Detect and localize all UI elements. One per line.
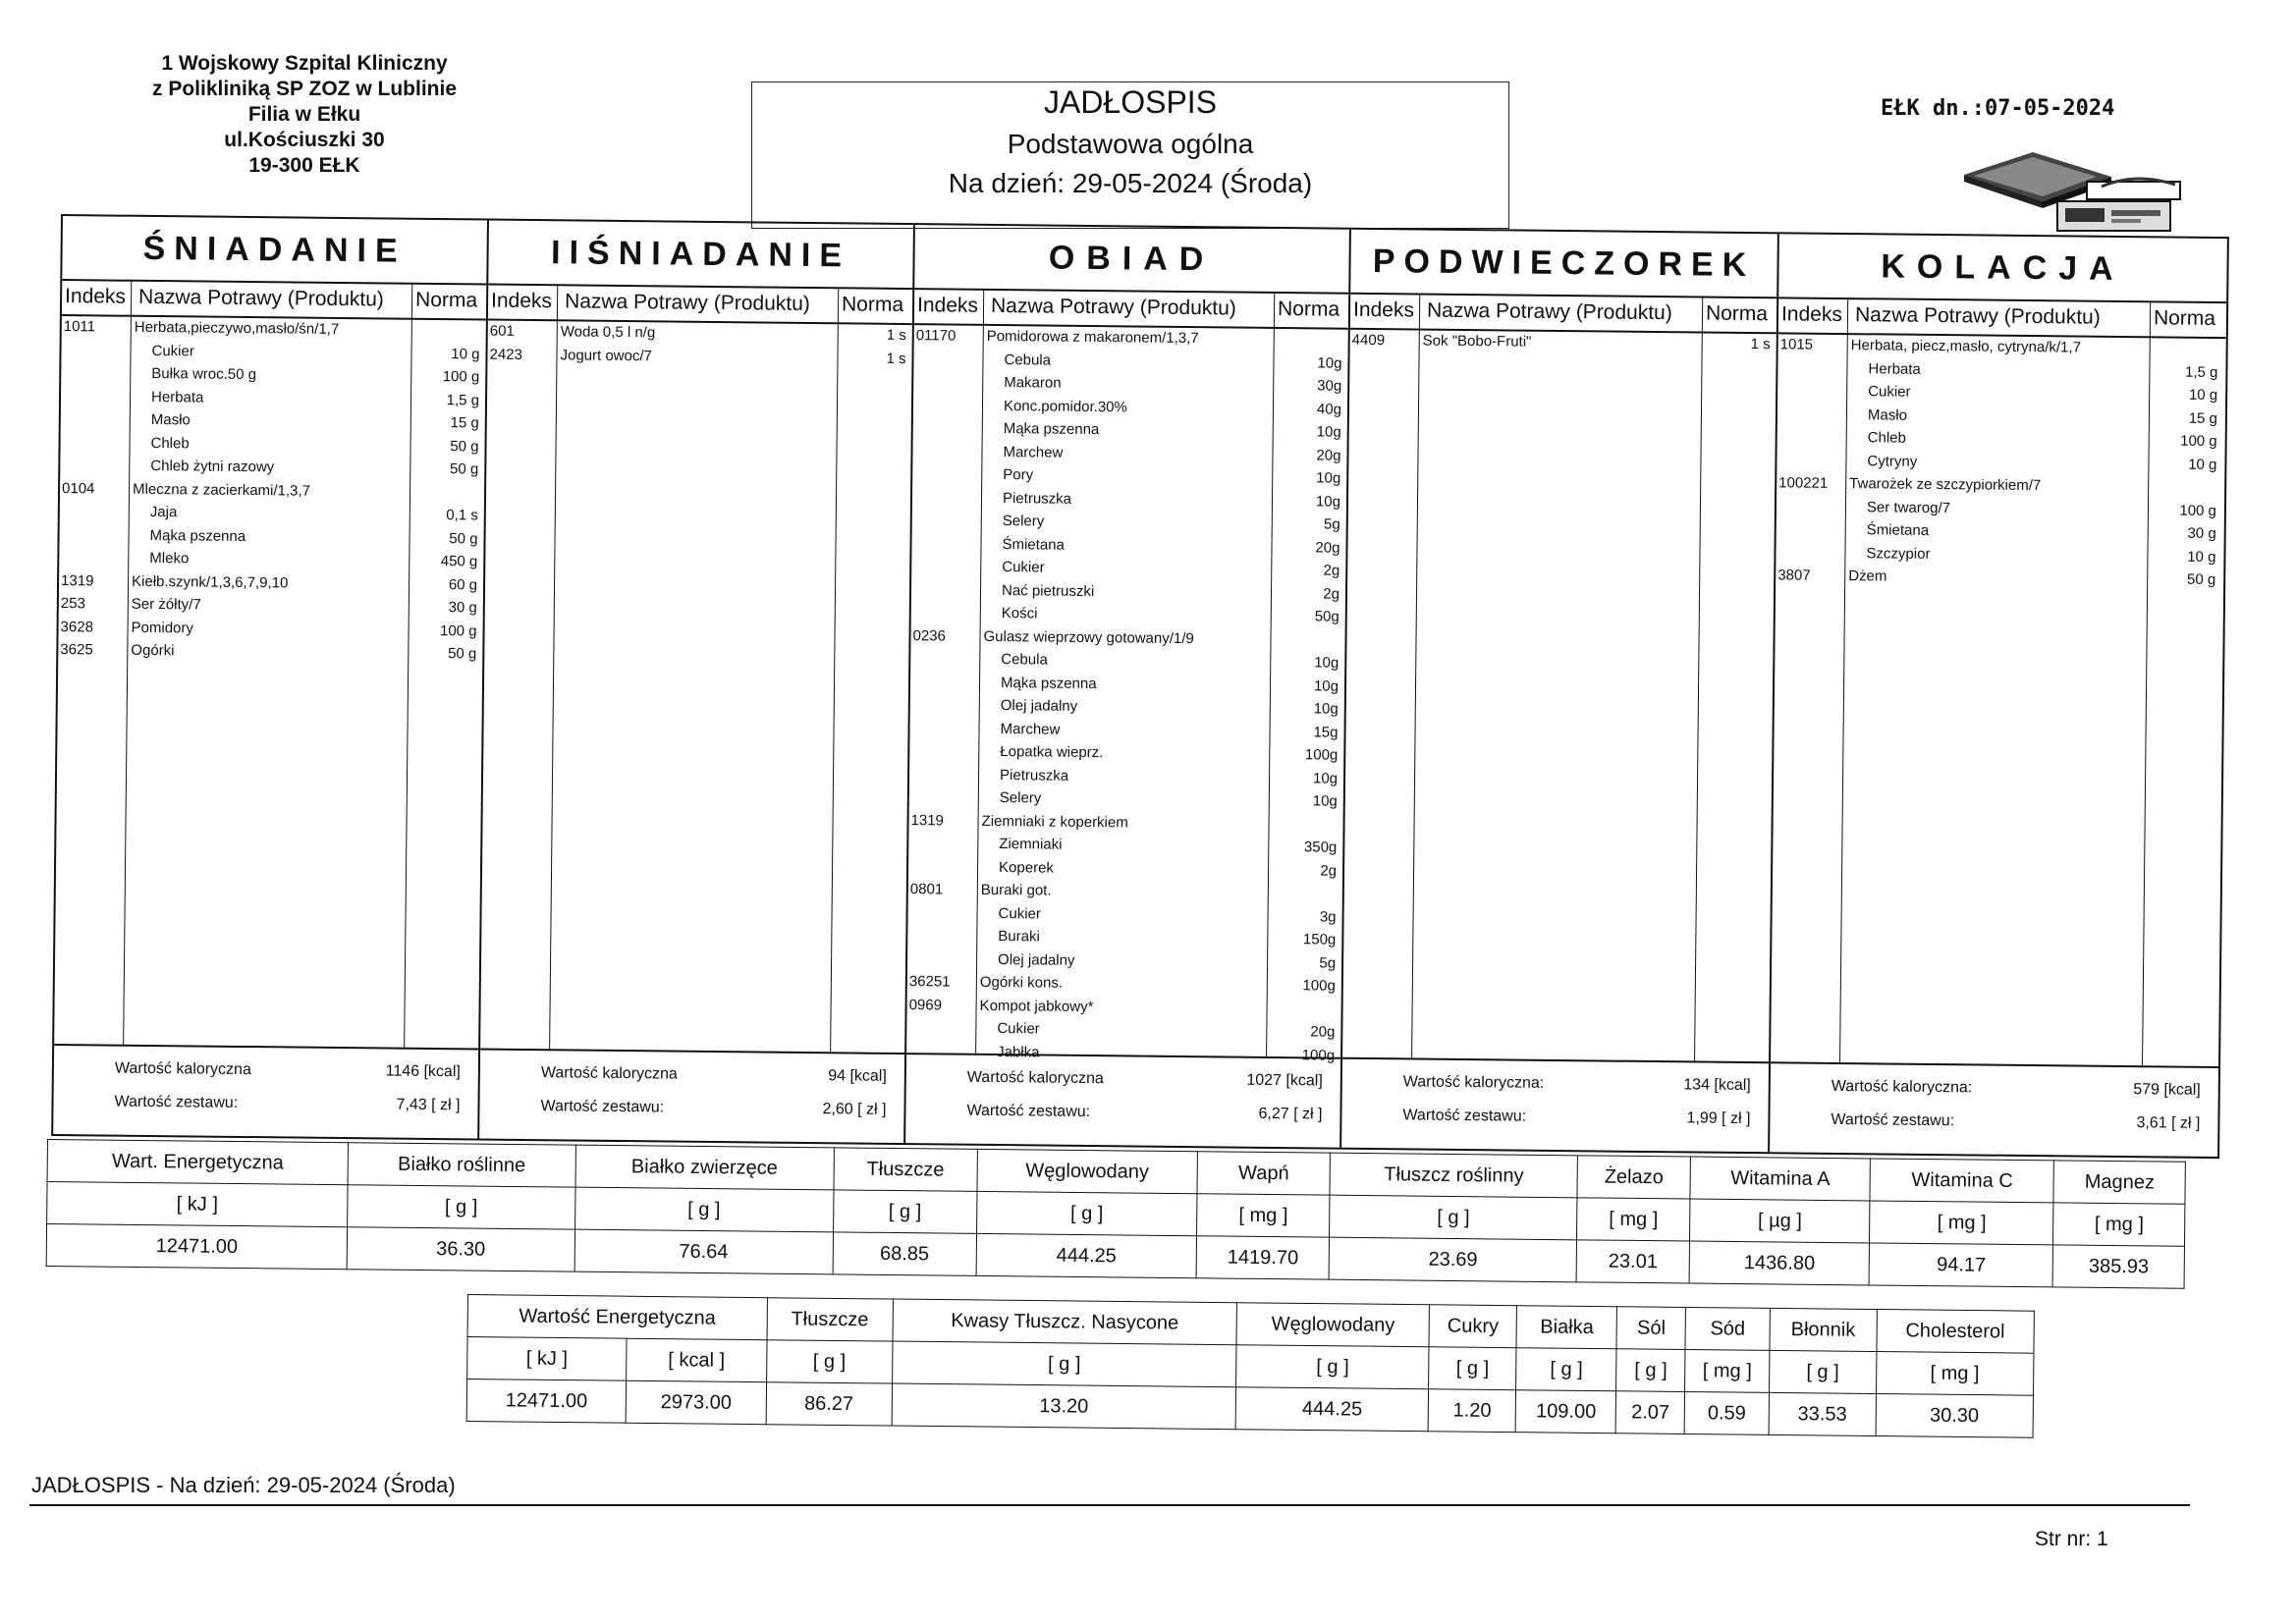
item-norm: 10g: [1312, 792, 1338, 810]
nutrient-value: 1419.70: [1196, 1236, 1330, 1279]
item-name: Ser twarog/7: [1866, 498, 1951, 516]
item-norm: 50 g: [450, 437, 479, 455]
issue-date: EŁK dn.:07-05-2024: [1881, 96, 2115, 121]
nutrient-header: Witamina A: [1690, 1157, 1871, 1201]
item-norm: [2148, 478, 2216, 479]
page-number: Str nr: 1: [2035, 1528, 2108, 1550]
item-norm: 10g: [1315, 492, 1341, 511]
item-name: Pietruszka: [999, 766, 1069, 784]
meal-column-obiad: [905, 225, 1351, 1148]
item-name: Nać pietruszki: [1001, 581, 1095, 600]
diet-name: Podstawowa ogólna: [1007, 129, 1254, 159]
meal-summary: [1341, 1057, 1769, 1153]
calorie-value: 134 [kcal]: [1683, 1076, 1751, 1095]
meal-title: ŚNIADANIE: [62, 216, 487, 286]
nutrient-value: 444.25: [976, 1233, 1197, 1277]
cost-value: 6,27 [ zł ]: [1258, 1105, 1323, 1123]
nutrient-unit: [ g ]: [976, 1191, 1197, 1235]
item-index: 1319: [61, 571, 94, 589]
nutrient-header: Węglowodany: [977, 1149, 1198, 1193]
meal-items: [906, 327, 1348, 1070]
nutrient-header: Magnez: [2053, 1161, 2185, 1204]
nutrient-value: 36.30: [347, 1227, 574, 1271]
item-norm: 150g: [1302, 931, 1337, 948]
item-index: 2423: [489, 346, 522, 363]
hospital-street: ul.Kościuszki 30: [224, 129, 385, 151]
header-index: Indeks: [65, 285, 127, 308]
nutrient-unit: [ mg ]: [1876, 1352, 2034, 1396]
item-norm: 60 g: [448, 575, 478, 593]
item-name: Masło: [1867, 406, 1908, 424]
meal-items: [1776, 336, 2226, 594]
nutrient-value: 23.01: [1576, 1240, 1689, 1283]
item-norm: 1 s: [1750, 336, 1771, 353]
nutrient-header: Tłuszcze: [767, 1298, 893, 1341]
nutrient-value: 94.17: [1869, 1243, 2052, 1287]
meal-column-kolacja: [1770, 234, 2227, 1157]
item-norm: 100 g: [442, 368, 480, 386]
item-name: Cukier: [1002, 559, 1045, 576]
item-name: Chleb: [150, 434, 190, 452]
item-norm: 0,1 s: [446, 507, 478, 524]
item-name: Cukier: [997, 1020, 1040, 1038]
meal-items: [487, 323, 911, 374]
nutrient-value: 12471.00: [466, 1380, 627, 1424]
item-name: Pory: [1003, 466, 1034, 484]
list-item: [487, 346, 911, 373]
cost-label: Wartość zestawu:: [540, 1098, 665, 1116]
item-index: 1015: [1779, 336, 1814, 353]
item-norm: 15 g: [2188, 409, 2218, 427]
meal-summary: [1770, 1061, 2218, 1157]
nutrient-unit: [ kcal ]: [627, 1338, 767, 1381]
item-name: Chleb: [1867, 429, 1907, 447]
item-norm: 100g: [1302, 977, 1336, 995]
item-norm: 350g: [1303, 839, 1338, 856]
meal-summary: [905, 1053, 1340, 1148]
item-name: Cytryny: [1867, 452, 1918, 470]
item-norm: 450 g: [440, 553, 478, 570]
item-name: Cukier: [1868, 383, 1911, 401]
list-item: [1350, 332, 1777, 359]
nutrient-header: Węglowodany: [1236, 1303, 1429, 1347]
nutrient-value: 385.93: [2053, 1245, 2185, 1288]
nutrient-header: Żelazo: [1577, 1156, 1690, 1199]
nutrient-unit: [ mg ]: [1870, 1201, 2053, 1245]
item-name: Jogurt owoc/7: [560, 346, 653, 364]
item-name: Herbata,pieczywo,masło/śn/1,7: [134, 318, 340, 338]
item-norm: [1269, 815, 1338, 816]
nutrient-unit: [ g ]: [348, 1185, 575, 1229]
cost-value: 3,61 [ zł ]: [2136, 1114, 2201, 1132]
item-norm: 20g: [1316, 446, 1341, 464]
item-norm: 2g: [1323, 562, 1340, 579]
item-name: Herbata: [150, 388, 204, 406]
item-norm: 1 s: [886, 350, 906, 367]
header-name: Nazwa Potrawy (Produktu): [138, 285, 384, 311]
item-name: Śmietana: [1866, 521, 1930, 539]
hospital-city: 19-300 EŁK: [248, 154, 360, 177]
meal-title: PODWIECZOREK: [1350, 230, 1777, 299]
nutrient-header: Witamina C: [1870, 1159, 2053, 1203]
nutrient-header: Białko roślinne: [348, 1143, 575, 1187]
item-name: Woda 0,5 l n/g: [560, 323, 656, 342]
nutrient-value: 444.25: [1235, 1387, 1428, 1432]
item-norm: 20g: [1310, 1023, 1336, 1041]
item-norm: 15 g: [450, 414, 479, 432]
item-name: Jaja: [149, 503, 178, 521]
item-name: Mleko: [149, 549, 190, 568]
item-norm: 5g: [1319, 953, 1337, 972]
item-name: Masło: [150, 410, 191, 429]
nutrient-unit: [ mg ]: [2053, 1203, 2185, 1246]
item-name: Ziemniaki z koperkiem: [981, 812, 1128, 831]
nutrient-unit: [ g ]: [1516, 1348, 1617, 1391]
hospital-subname: z Polikliniką SP ZOZ w Lublinie: [152, 78, 457, 100]
nutrient-value: 76.64: [574, 1229, 833, 1274]
item-norm: 30 g: [2187, 524, 2216, 542]
item-norm: 100 g: [439, 622, 477, 639]
item-norm: 30g: [1317, 377, 1342, 395]
meal-title: IIŚNIADANIE: [488, 221, 913, 291]
header-norm: Norma: [414, 288, 478, 312]
nutrient-value: 1436.80: [1689, 1241, 1870, 1285]
item-norm: 10g: [1316, 423, 1341, 441]
nutrient-header: Cukry: [1429, 1305, 1517, 1348]
list-item: [58, 641, 482, 669]
item-norm: 1 s: [886, 326, 906, 345]
column-divider: [1694, 297, 1703, 1063]
column-headers: [1350, 293, 1777, 335]
calorie-value: 1146 [kcal]: [385, 1062, 461, 1081]
nutrient-value: 12471.00: [46, 1224, 348, 1270]
nutrient-unit: [ g ]: [1616, 1349, 1685, 1392]
title-box: [751, 81, 1509, 229]
item-norm: 50 g: [450, 460, 479, 478]
item-name: Dżem: [1848, 568, 1887, 585]
meal-column-podwieczorek: [1341, 230, 1779, 1153]
header-name: Nazwa Potrawy (Produktu): [564, 290, 810, 315]
item-norm: [410, 483, 478, 484]
nutrient-header: Białko zwierzęce: [575, 1145, 834, 1190]
item-name: Mąka pszenna: [149, 526, 246, 545]
column-headers: [62, 279, 486, 321]
column-headers: [914, 288, 1348, 330]
hospital-branch: Filia w Ełku: [247, 103, 361, 126]
nutrient-unit: [ g ]: [892, 1341, 1236, 1387]
item-name: Konc.pomidor.30%: [1003, 397, 1128, 415]
hospital-name: 1 Wojskowy Szpital Kliniczny: [161, 52, 448, 75]
item-norm: 1,5 g: [2184, 363, 2218, 381]
item-index: 1011: [63, 318, 96, 336]
header-index: Indeks: [1352, 298, 1415, 322]
item-norm: 40g: [1316, 400, 1342, 418]
nutrient-unit: [ mg ]: [1577, 1198, 1690, 1241]
item-norm: [2150, 340, 2218, 341]
item-index: 3625: [60, 641, 93, 659]
item-norm: 10 g: [2187, 548, 2216, 566]
item-name: Bułka wroc.50 g: [151, 364, 257, 384]
meal-title: OBIAD: [914, 225, 1349, 295]
header-norm: Norma: [1705, 301, 1769, 326]
item-norm: 50 g: [2186, 570, 2216, 588]
item-name: Ogórki: [131, 641, 175, 660]
cost-label: Wartość zestawu:: [966, 1102, 1091, 1121]
item-name: Buraki: [998, 928, 1040, 946]
hospital-header: [118, 51, 491, 179]
item-norm: 3g: [1319, 907, 1337, 926]
nutrient-header: Błonnik: [1770, 1308, 1877, 1351]
item-norm: 10g: [1316, 469, 1341, 487]
nutrient-value: 2.07: [1616, 1391, 1685, 1434]
cost-value: 2,60 [ zł ]: [822, 1101, 887, 1118]
cost-value: 7,43 [ zł ]: [396, 1096, 461, 1114]
meal-column-sniadanie: [53, 216, 489, 1138]
nutrient-value: 0.59: [1684, 1391, 1769, 1434]
meal-items: [58, 318, 486, 669]
item-name: Ser żółty/7: [131, 595, 201, 614]
nutrient-header: Tłuszcz roślinny: [1330, 1153, 1577, 1198]
nutrient-header: Cholesterol: [1877, 1310, 2035, 1354]
item-norm: 100g: [1301, 1046, 1336, 1064]
header-norm: Norma: [2153, 306, 2216, 330]
header-name: Nazwa Potrawy (Produktu): [1426, 298, 1672, 325]
item-norm: 50 g: [448, 645, 477, 663]
item-norm: 10g: [1313, 676, 1339, 695]
nutrient-unit: [ g ]: [574, 1187, 833, 1232]
header-name: Nazwa Potrawy (Produktu): [1854, 303, 2101, 329]
item-norm: 30 g: [448, 599, 477, 617]
item-norm: 100 g: [2179, 502, 2217, 519]
item-index: 253: [60, 595, 85, 613]
nutrient-header: Wart. Energetyczna: [47, 1140, 349, 1185]
document-title: JADŁOSPIS: [1043, 84, 1218, 120]
nutrient-header: Wapń: [1197, 1152, 1331, 1195]
item-name: Olej jadalny: [1000, 697, 1078, 715]
nutrient-unit: [ g ]: [833, 1190, 977, 1234]
item-norm: 10g: [1317, 353, 1342, 372]
item-name: Gulasz wieprzowy gotowany/1/9: [983, 627, 1194, 647]
item-norm: [1268, 885, 1337, 886]
item-index: 0801: [909, 881, 944, 898]
calorie-value: 94 [kcal]: [828, 1067, 887, 1085]
nutrient-header: Wartość Energetyczna: [467, 1295, 767, 1340]
item-index: 3807: [1777, 567, 1811, 584]
item-name: Kości: [1001, 605, 1038, 622]
item-name: Pomidory: [131, 619, 194, 636]
book-logo-icon: [1964, 147, 2185, 241]
nutrient-value: 33.53: [1769, 1392, 1876, 1435]
meal-column-ii-sniadanie: [479, 221, 915, 1143]
calorie-label: Wartość kaloryczna: [114, 1059, 251, 1079]
cost-label: Wartość zestawu:: [1402, 1107, 1527, 1125]
column-headers: [1778, 297, 2226, 339]
item-name: Cukier: [151, 342, 194, 359]
calorie-label: Wartość kaloryczna: [540, 1064, 678, 1083]
nutrient-unit: [ µg ]: [1690, 1199, 1871, 1243]
meal-summary: [479, 1049, 904, 1144]
cost-value: 1,99 [ zł ]: [1686, 1109, 1751, 1128]
nutrient-unit: [ mg ]: [1685, 1349, 1770, 1392]
item-name: Kompot jabkowy*: [979, 997, 1094, 1015]
item-norm: 15g: [1313, 723, 1339, 741]
item-name: Chleb żytni razowy: [150, 457, 275, 476]
nutrient-unit: [ g ]: [1330, 1195, 1577, 1240]
item-index: 36251: [908, 973, 951, 991]
menu-date: Na dzień: 29-05-2024 (Środa): [948, 168, 1313, 198]
item-name: Pomidorowa z makaronem/1,3,7: [986, 327, 1199, 348]
nutrient-unit: [ g ]: [1236, 1345, 1429, 1389]
item-name: Ziemniaki: [999, 836, 1063, 853]
nutrient-header: Białka: [1516, 1306, 1617, 1349]
item-norm: 50g: [1314, 608, 1339, 625]
item-name: Mleczna z zacierkami/1,3,7: [132, 480, 311, 500]
item-name: Herbata: [1868, 359, 1921, 378]
item-name: Buraki got.: [980, 881, 1052, 899]
header-index: Indeks: [916, 294, 979, 317]
nutrient-value: 2973.00: [626, 1380, 766, 1424]
item-name: Marchew: [1003, 443, 1064, 461]
nutrient-header: Kwasy Tłuszcz. Nasycone: [893, 1299, 1237, 1345]
item-index: 0236: [912, 626, 947, 644]
nutrient-value: 30.30: [1876, 1394, 2034, 1438]
item-name: Koperek: [998, 858, 1055, 877]
column-divider: [1411, 293, 1420, 1059]
item-index: 601: [489, 322, 515, 340]
item-norm: 10 g: [2188, 386, 2218, 405]
item-name: Jabłka: [997, 1043, 1040, 1060]
item-index: 100221: [1778, 474, 1829, 492]
meal-title: KOLACJA: [1778, 234, 2227, 303]
meal-summary: [53, 1044, 478, 1139]
item-norm: 2g: [1320, 861, 1338, 880]
item-index: 4409: [1351, 331, 1386, 350]
item-norm: 10 g: [2188, 456, 2217, 473]
cost-label: Wartość zestawu:: [1831, 1110, 1955, 1130]
item-norm: 10g: [1312, 769, 1339, 787]
column-divider: [549, 284, 558, 1051]
item-norm: [1267, 1000, 1336, 1001]
item-norm: [1271, 630, 1339, 631]
item-name: Sok "Bobo-Fruti": [1422, 332, 1532, 351]
calorie-value: 1027 [kcal]: [1246, 1071, 1323, 1090]
nutrition-table-2: [466, 1294, 2035, 1438]
nutrient-value: 1.20: [1428, 1389, 1516, 1433]
item-norm: 2g: [1323, 584, 1340, 603]
item-index: 1319: [910, 811, 945, 829]
nutrient-value: 109.00: [1515, 1390, 1616, 1434]
item-name: Pietruszka: [1002, 489, 1072, 508]
item-name: Mąka pszenna: [1000, 674, 1097, 692]
item-norm: 50 g: [449, 529, 478, 547]
nutrient-header: Sól: [1616, 1307, 1685, 1350]
item-norm: [411, 322, 480, 323]
item-name: Szczypior: [1866, 544, 1931, 563]
item-name: Cukier: [998, 904, 1042, 922]
item-index: 01170: [915, 327, 957, 345]
item-name: Mąka pszenna: [1003, 420, 1100, 439]
item-norm: 10g: [1313, 700, 1339, 718]
nutrient-unit: [ g ]: [1429, 1347, 1517, 1390]
calorie-label: Wartość kaloryczna: [966, 1068, 1104, 1088]
meal-items: [1350, 332, 1777, 359]
item-norm: 5g: [1323, 515, 1340, 533]
item-name: Śmietana: [1002, 535, 1065, 554]
item-index: 3628: [60, 618, 94, 635]
item-name: Marchew: [1000, 720, 1061, 738]
nutrient-unit: [ g ]: [766, 1340, 892, 1383]
list-item: [1776, 567, 2223, 594]
calorie-value: 579 [kcal]: [2133, 1081, 2201, 1099]
item-name: Kiełb.szynk/1,3,6,7,9,10: [132, 572, 289, 591]
nutrient-unit: [ kJ ]: [47, 1182, 349, 1227]
nutrient-unit: [ mg ]: [1197, 1194, 1331, 1237]
header-name: Nazwa Potrawy (Produktu): [990, 294, 1236, 320]
item-index: 0104: [61, 479, 95, 497]
nutrient-unit: [ kJ ]: [467, 1337, 628, 1381]
item-name: Olej jadalny: [998, 950, 1075, 969]
item-name: Makaron: [1004, 374, 1062, 392]
calorie-label: Wartość kaloryczna:: [1831, 1077, 1973, 1097]
header-index: Indeks: [490, 289, 553, 313]
item-name: Selery: [999, 789, 1042, 807]
header-index: Indeks: [1780, 302, 1843, 326]
item-norm: 20g: [1315, 538, 1340, 557]
item-name: Cebula: [1004, 351, 1052, 369]
nutrition-table-1: [46, 1139, 2186, 1289]
nutrient-header: Sód: [1685, 1307, 1770, 1350]
item-name: Ogórki kons.: [979, 973, 1064, 992]
footer-divider: [29, 1504, 2190, 1506]
item-name: Cebula: [1001, 651, 1048, 669]
item-index: 0969: [908, 996, 943, 1013]
header-norm: Norma: [1277, 297, 1340, 321]
item-name: Herbata, piecz,masło, cytryna/k/1,7: [1850, 337, 2082, 356]
footer-title: JADŁOSPIS - Na dzień: 29-05-2024 (Środa): [31, 1473, 456, 1497]
item-norm: 100 g: [2180, 432, 2217, 451]
item-name: Łopatka wieprz.: [1000, 743, 1104, 762]
meal-grid: [51, 214, 2229, 1159]
item-name: Selery: [1002, 513, 1045, 530]
item-norm: [1274, 331, 1342, 332]
item-norm: 10 g: [451, 345, 480, 362]
cost-label: Wartość zestawu:: [114, 1093, 239, 1111]
nutrient-unit: [ g ]: [1770, 1350, 1877, 1393]
calorie-label: Wartość kaloryczna:: [1402, 1073, 1545, 1092]
column-divider: [830, 287, 839, 1054]
nutrient-header: Tłuszcze: [834, 1148, 978, 1192]
nutrient-value: 23.69: [1329, 1237, 1576, 1282]
nutrient-value: 13.20: [892, 1383, 1236, 1430]
header-norm: Norma: [841, 293, 904, 316]
nutrient-value: 68.85: [833, 1232, 977, 1276]
item-name: Twarożek ze szczypiorkiem/7: [1849, 475, 2042, 495]
item-norm: 1,5 g: [446, 391, 480, 408]
item-norm: 100g: [1304, 746, 1339, 764]
column-headers: [488, 284, 912, 326]
nutrient-value: 86.27: [766, 1382, 892, 1426]
item-norm: 10g: [1314, 654, 1339, 672]
